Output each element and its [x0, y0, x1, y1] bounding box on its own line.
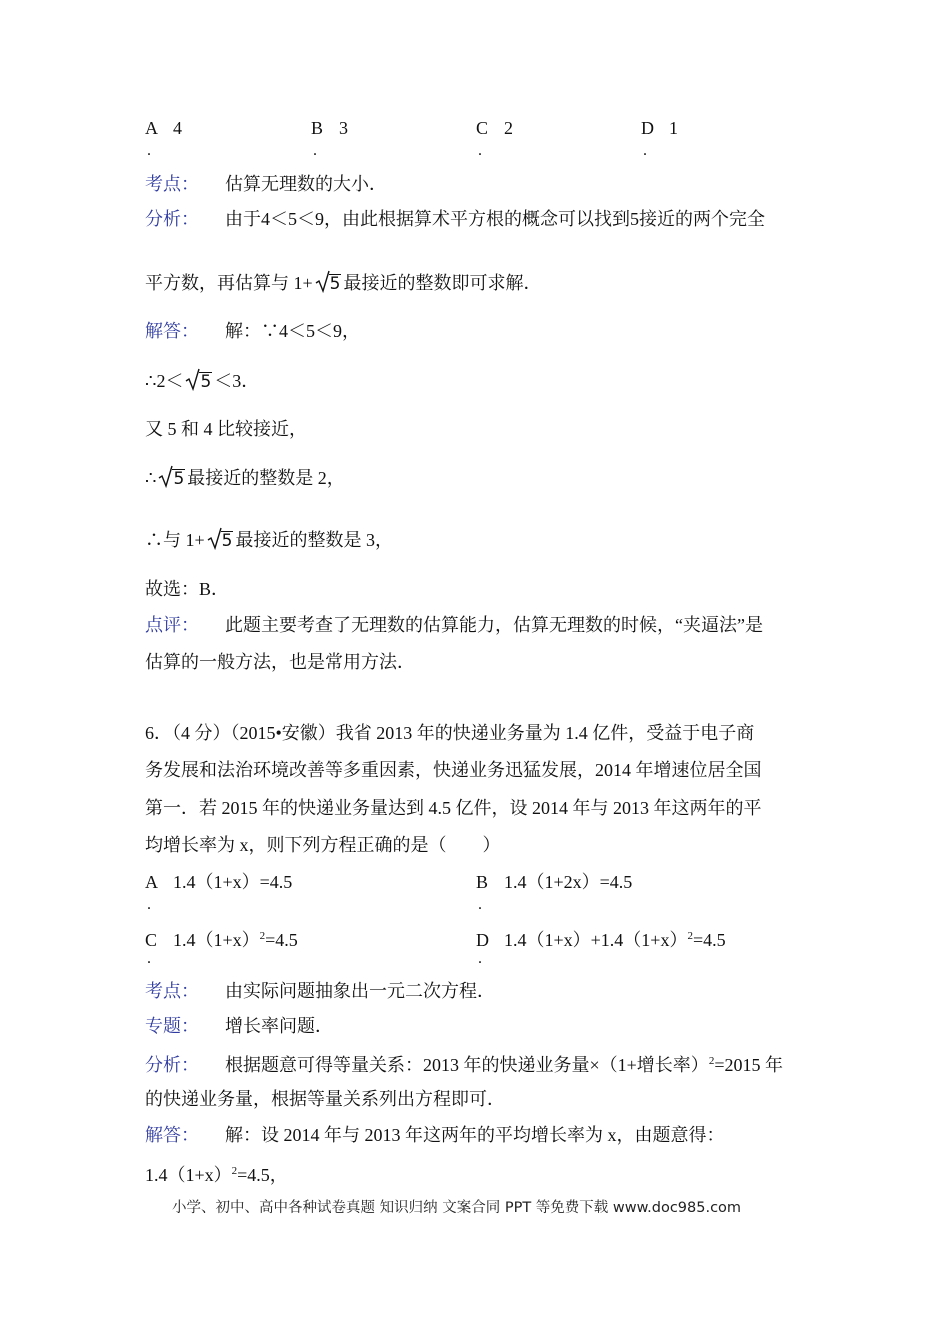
jieda-text: 解：设 2014 年与 2013 年这两年的平均增长率为 x，由题意得：	[225, 1125, 725, 1145]
option-letter: B	[311, 118, 324, 138]
option-text: 3	[339, 118, 348, 138]
option-letter: A	[145, 872, 158, 892]
sqrt-5	[315, 272, 342, 294]
q5-dianping	[145, 614, 763, 636]
fenxi-text: =2015 年	[714, 1055, 783, 1075]
q6-equation	[145, 1160, 288, 1186]
footer-text: 小学、初中、高中各种试卷真题 知识归纳 文案合同 PPT 等免费下载 www.doc985.com	[172, 1200, 742, 1216]
sqrt-5	[185, 370, 212, 392]
zhuanti-label: 专题：	[145, 1016, 199, 1036]
radicand: 5	[329, 274, 341, 294]
kaodian-label: 考点：	[145, 174, 199, 194]
option-letter: D	[641, 118, 654, 138]
option-text: 1	[669, 118, 678, 138]
q5-fenxi-line2	[145, 272, 541, 294]
exponent: 2	[259, 930, 266, 942]
q5-step3	[145, 467, 345, 489]
q6-option-a	[145, 871, 292, 893]
q5-option-a	[145, 117, 182, 139]
q6-kaodian	[145, 980, 495, 1002]
option-letter: C	[476, 118, 489, 138]
option-text: 4	[173, 118, 182, 138]
option-text: =4.5	[692, 930, 726, 950]
q6-jieda	[145, 1124, 725, 1146]
q5-choice: 故选：B．	[145, 579, 230, 599]
option-text: 1.4（1+2x）=4.5	[504, 872, 633, 892]
kaodian-text: 估算无理数的大小．	[225, 174, 387, 194]
jieda-text: 解：∵4＜5＜9，	[225, 321, 360, 341]
fenxi-label: 分析：	[145, 1055, 199, 1075]
q5-option-d	[641, 117, 678, 139]
step-text: ∴2＜	[145, 371, 184, 391]
exponent: 2	[231, 1165, 238, 1177]
q6-stem-line4: 均增长率为 x，则下列方程正确的是（ ）	[145, 835, 501, 855]
step-text: 最接近的整数是 3，	[235, 530, 393, 550]
radicand: 5	[200, 372, 212, 392]
q5-step2: 又 5 和 4 比较接近，	[145, 419, 307, 439]
q6-zhuanti	[145, 1015, 333, 1037]
kaodian-text: 由实际问题抽象出一元二次方程．	[225, 981, 495, 1001]
q6-stem-line3: 第一．若 2015 年的快递业务量达到 4.5 亿件，设 2014 年与 2013 年这两年的平	[145, 798, 762, 818]
q5-kaodian	[145, 173, 387, 195]
q6-stem-line2: 务发展和法治环境改善等多重因素，快递业务迅猛发展，2014 年增速位居全国	[145, 760, 762, 780]
q5-fenxi	[145, 208, 765, 230]
option-letter: D	[476, 930, 489, 950]
option-letter: A	[145, 118, 158, 138]
q6-fenxi	[145, 1050, 783, 1076]
jieda-label: 解答：	[145, 321, 199, 341]
step-text: ∴与 1+	[145, 530, 205, 550]
q6-option-b	[476, 871, 632, 893]
option-text: 1.4（1+x）	[173, 930, 260, 950]
option-dot: .	[147, 950, 151, 967]
option-letter: B	[476, 872, 489, 892]
q5-step4	[145, 529, 393, 551]
option-dot: .	[147, 896, 151, 913]
option-text: 2	[504, 118, 513, 138]
step-text: ＜3．	[214, 371, 260, 391]
exponent: 2	[708, 1055, 715, 1067]
q6-stem-line1: 6．（4 分）（2015•安徽）我省 2013 年的快递业务量为 1.4 亿件，受益于电子商	[145, 723, 755, 743]
q5-option-b	[311, 117, 348, 139]
option-dot: .	[147, 142, 151, 159]
fenxi-label: 分析：	[145, 209, 199, 229]
dianping-text: 此题主要考查了无理数的估算能力，估算无理数的时候，“夹逼法”是	[225, 615, 763, 635]
fenxi-text: 由于4＜5＜9，由此根据算术平方根的概念可以找到5接近的两个完全	[225, 209, 765, 229]
option-text: 1.4（1+x）=4.5	[173, 872, 293, 892]
fenxi-text: 平方数，再估算与 1+	[145, 273, 313, 293]
exponent: 2	[687, 930, 693, 942]
option-dot: .	[478, 142, 482, 159]
q6-fenxi-line2: 的快递业务量，根据等量关系列出方程即可．	[145, 1089, 505, 1109]
equation-text: =4.5，	[237, 1165, 288, 1185]
step-text: ∴	[145, 468, 157, 488]
zhuanti-text: 增长率问题．	[225, 1016, 333, 1036]
fenxi-text: 根据题意可得等量关系：2013 年的快递业务量×（1+增长率）	[225, 1055, 709, 1075]
equation-text: 1.4（1+x）	[145, 1165, 232, 1185]
q6-option-d	[476, 925, 726, 951]
sqrt-5	[158, 467, 185, 489]
q5-jieda	[145, 320, 360, 342]
radicand: 5	[221, 531, 233, 551]
fenxi-text: 最接近的整数即可求解．	[343, 273, 542, 293]
q6-option-c	[145, 925, 298, 951]
kaodian-label: 考点：	[145, 981, 199, 1001]
dianping-label: 点评：	[145, 615, 199, 635]
option-text: =4.5	[265, 930, 298, 950]
option-dot: .	[643, 142, 647, 159]
q5-dianping-line2: 估算的一般方法，也是常用方法．	[145, 652, 415, 672]
q5-option-c	[476, 117, 513, 139]
sqrt-5	[207, 529, 234, 551]
radicand: 5	[173, 469, 185, 489]
option-dot: .	[478, 950, 482, 967]
step-text: 最接近的整数是 2，	[187, 468, 345, 488]
option-dot: .	[313, 142, 317, 159]
option-letter: C	[145, 930, 158, 950]
option-text: 1.4（1+x）+1.4（1+x）	[504, 930, 688, 950]
q5-step1	[145, 370, 259, 392]
option-dot: .	[478, 896, 482, 913]
jieda-label: 解答：	[145, 1125, 199, 1145]
